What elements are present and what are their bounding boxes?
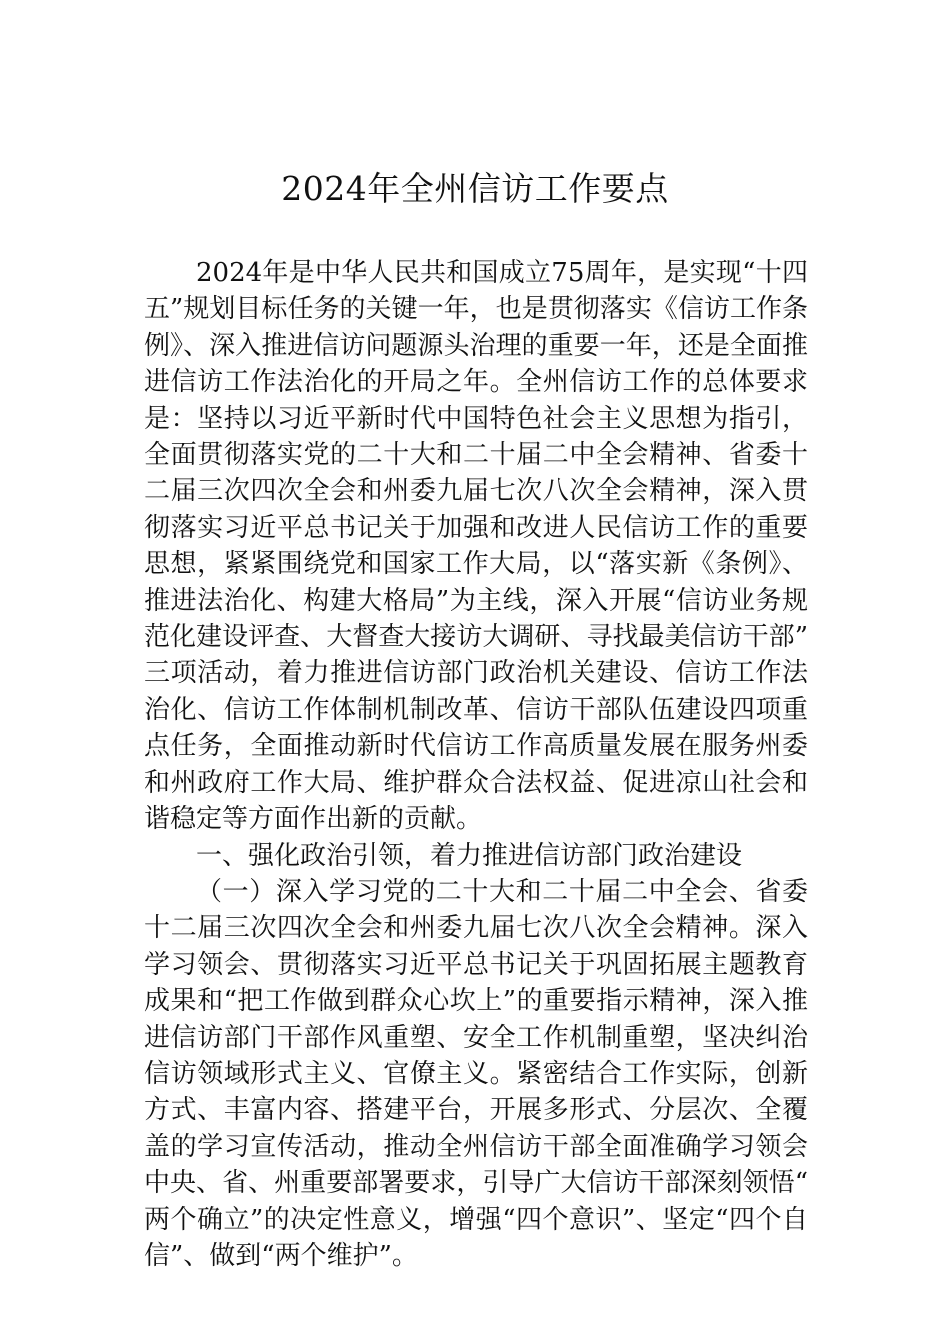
document-body [144,255,808,1274]
document-title: 2024年全州信访工作要点 [281,169,669,208]
section-heading: 一、强化政治引领，着力推进信访部门政治建设 [196,840,743,871]
section-paragraph: （一）深入学习党的二十大和二十届二中全会、省委十二届三次四次全会和州委九届七次八次全会精神。深入学习领会、贯彻落实习近平总书记关于巩固拓展主题教育成果和“把工作做到群众心坎上”的重要指示精神，深入推进信访部门干部作风重塑、安全工作机制重塑，坚决纠治信访领域形式主义、官僚主义。紧密结合工作实际，创新方式、丰富内容、搭建平台，开展多形式、分层次、全覆盖的学习宣传活动，推动全州信访干部全面准确学习领会中央、省、州重要部署要求，引导广大信访干部深刻领悟“两个确立”的决定性意义，增强“四个意识”、坚定“四个自信”、做到“两个维护”。 [144,876,808,1271]
intro-paragraph: 2024年是中华人民共和国成立75周年，是实现“十四五”规划目标任务的关键一年，也是贯彻落实《信访工作条例》、深入推进信访问题源头治理的重要一年，还是全面推进信访工作法治化的开局之年。全州信访工作的总体要求是：坚持以习近平新时代中国特色社会主义思想为指引，全面贯彻落实党的二十大和二十届二中全会精神、省委十二届三次四次全会和州委九届七次八次全会精神，深入贯彻落实习近平总书记关于加强和改进人民信访工作的重要思想，紧紧围绕党和国家工作大局，以“落实新《条例》、推进法治化、构建大格局”为主线，深入开展“信访业务规范化建设评查、大督查大接访大调研、寻找最美信访干部”三项活动，着力推进信访部门政治机关建设、信访工作法治化、信访工作体制机制改革、信访干部队伍建设四项重点任务，全面推动新时代信访工作高质量发展在服务州委和州政府工作大局、维护群众合法权益、促进凉山社会和谐稳定等方面作出新的贡献。 [144,258,808,835]
